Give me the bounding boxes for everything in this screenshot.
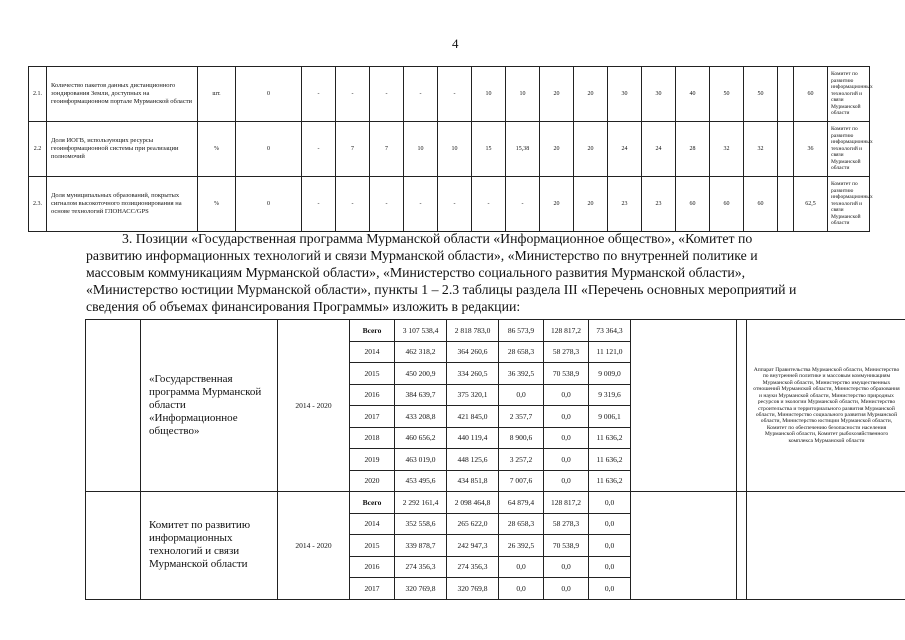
spacer-cell [737,320,747,492]
spacer-cell [631,320,737,492]
amount-value: 9 006,1 [589,406,631,428]
amount-value: 2 818 783,0 [447,320,499,342]
amount-value: 11 636,2 [589,449,631,471]
indicator-value: - [438,67,472,122]
amendment-paragraph [86,230,881,315]
indicator-value: - [438,177,472,232]
indicator-value: - [404,177,438,232]
amount-value: 70 538,9 [544,363,589,385]
indicator-value: - [302,67,336,122]
indicator-executor: Комитет по развитию информационных технологий и связи Мурманской области [828,122,870,177]
paragraph-line: сведения об объемах финансирования Программы» изложить в редакции: [86,299,521,314]
indicator-unit: шт. [198,67,236,122]
indicator-base: 0 [236,67,302,122]
amount-value: 64 879,4 [499,492,544,514]
amount-value: 11 636,2 [589,427,631,449]
amount-value: 26 392,5 [499,535,544,557]
indicator-value [778,122,794,177]
indicator-value: 7 [336,122,370,177]
indicator-value [778,177,794,232]
amount-value: 128 817,2 [544,320,589,342]
year-label: Всего [350,492,395,514]
year-label: Всего [350,320,395,342]
year-label: 2014 [350,513,395,535]
indicator-row [29,177,905,232]
amount-value: 453 495,6 [395,470,447,492]
year-label: 2015 [350,363,395,385]
indicator-value: - [302,177,336,232]
amount-value: 28 658,3 [499,341,544,363]
financing-table [85,319,905,600]
year-label: 2016 [350,384,395,406]
amount-value: 8 900,6 [499,427,544,449]
amount-value: 9 319,6 [589,384,631,406]
amount-value: 0,0 [499,556,544,578]
year-label: 2017 [350,406,395,428]
indicator-number: 2.2 [29,122,47,177]
indicator-value: 20 [574,177,608,232]
indicator-value: - [506,177,540,232]
amount-value: 450 200,9 [395,363,447,385]
indicator-value: 20 [540,122,574,177]
amount-value: 7 007,6 [499,470,544,492]
amount-value: 86 573,9 [499,320,544,342]
indicator-name: Доля муниципальных образований, покрытых сигналом высокоточного позиционирования на основе технологий ГЛОНАСС/GPS [47,177,198,232]
amount-value: 320 769,8 [447,578,499,600]
amount-value: 274 356,3 [395,556,447,578]
indicator-value: 23 [642,177,676,232]
indicator-value: 10 [472,67,506,122]
amount-value: 58 278,3 [544,513,589,535]
amount-value: 0,0 [544,556,589,578]
amount-value: 375 320,1 [447,384,499,406]
indicator-number: 2.1. [29,67,47,122]
amount-value: 2 292 161,4 [395,492,447,514]
amount-value: 11 121,0 [589,341,631,363]
indicator-executor: Комитет по развитию информационных технологий и связи Мурманской области [828,67,870,122]
indicator-value: 7 [370,122,404,177]
indicator-value: 60 [744,177,778,232]
year-label: 2019 [350,449,395,471]
indicator-value: 40 [676,67,710,122]
indicator-value: 20 [540,177,574,232]
indicator-number: 2.3. [29,177,47,232]
indicator-row [29,67,905,122]
amount-value: 0,0 [499,578,544,600]
amount-value: 421 845,0 [447,406,499,428]
amount-value: 448 125,6 [447,449,499,471]
year-label: 2014 [350,341,395,363]
amount-value: 2 098 464,8 [447,492,499,514]
amount-value: 433 208,8 [395,406,447,428]
amount-value: 9 009,0 [589,363,631,385]
program-name: Комитет по развитию информационных технологий и связи Мурманской области [141,492,278,600]
amount-value: 3 257,2 [499,449,544,471]
amount-value: 440 119,4 [447,427,499,449]
indicator-value: 62,5 [794,177,828,232]
program-number-cell [86,492,141,600]
amount-value: 0,0 [589,556,631,578]
indicator-value: 24 [608,122,642,177]
spacer-cell [737,492,747,600]
indicator-value: 60 [710,177,744,232]
indicator-value: - [336,67,370,122]
program-executors [747,492,905,600]
indicator-value: - [302,122,336,177]
indicator-base: 0 [236,177,302,232]
amount-value: 265 622,0 [447,513,499,535]
indicator-value: 50 [744,67,778,122]
amount-value: 463 019,0 [395,449,447,471]
amount-value: 339 878,7 [395,535,447,557]
indicator-value: 20 [574,67,608,122]
year-label: 2020 [350,470,395,492]
amount-value: 0,0 [589,513,631,535]
indicator-value: - [404,67,438,122]
amount-value: 73 364,3 [589,320,631,342]
amount-value: 28 658,3 [499,513,544,535]
amount-value: 0,0 [589,492,631,514]
indicator-value: 28 [676,122,710,177]
amount-value: 352 558,6 [395,513,447,535]
amount-value: 0,0 [544,470,589,492]
indicator-value: 20 [540,67,574,122]
program-number-cell [86,320,141,492]
amount-value: 274 356,3 [447,556,499,578]
indicator-value: 50 [710,67,744,122]
amount-value: 0,0 [589,535,631,557]
amount-value: 434 851,8 [447,470,499,492]
amount-value: 242 947,3 [447,535,499,557]
program-period: 2014 - 2020 [278,492,350,600]
paragraph-line: массовым коммуникациям Мурманской области», «Министерство социального развития Мурманской области», [86,265,746,280]
indicator-value: 10 [404,122,438,177]
indicator-value: - [472,177,506,232]
amount-value: 0,0 [499,384,544,406]
financing-row [86,320,905,342]
amount-value: 0,0 [589,578,631,600]
indicator-name: Доля ИОГВ, использующих ресурсы геоинформационной системы при реализации полномочий [47,122,198,177]
indicator-value: 36 [794,122,828,177]
amount-value: 11 636,2 [589,470,631,492]
indicators-table [28,66,905,232]
indicator-unit: % [198,177,236,232]
page-number: 4 [452,36,459,51]
amount-value: 0,0 [544,427,589,449]
indicator-unit: % [198,122,236,177]
indicator-value: - [370,67,404,122]
indicator-executor: Комитет по развитию информационных технологий и связи Мурманской области [828,177,870,232]
amount-value: 0,0 [544,578,589,600]
amount-value: 70 538,9 [544,535,589,557]
amount-value: 320 769,8 [395,578,447,600]
amount-value: 334 260,5 [447,363,499,385]
indicator-value: 23 [608,177,642,232]
indicator-value [778,67,794,122]
amount-value: 58 278,3 [544,341,589,363]
indicator-value: 32 [744,122,778,177]
amount-value: 2 357,7 [499,406,544,428]
indicator-value: 15 [472,122,506,177]
amount-value: 3 107 538,4 [395,320,447,342]
amount-value: 0,0 [544,406,589,428]
indicator-row [29,122,905,177]
program-name: «Государственная программа Мурманской области «Информационное общество» [141,320,278,492]
indicator-value: 10 [506,67,540,122]
indicator-name: Количество пакетов данных дистанционного зондирования Земли, доступных на геоинформационном портале Мурманской области [47,67,198,122]
amount-value: 0,0 [544,384,589,406]
amount-value: 364 260,6 [447,341,499,363]
paragraph-line: 3. Позиции «Государственная программа Мурманской области «Информационное общество», «Комитет по [122,231,753,246]
indicator-value: 24 [642,122,676,177]
year-label: 2018 [350,427,395,449]
financing-row [86,492,905,514]
indicator-value: 32 [710,122,744,177]
indicator-value: 60 [676,177,710,232]
program-period: 2014 - 2020 [278,320,350,492]
indicator-value: 60 [794,67,828,122]
amount-value: 0,0 [544,449,589,471]
indicator-base: 0 [236,122,302,177]
indicator-value: 30 [608,67,642,122]
amount-value: 36 392,5 [499,363,544,385]
indicator-value: 15,38 [506,122,540,177]
paragraph-line: развитию информационных технологий и связи Мурманской области», «Министерство по внутренней политике и [86,248,758,263]
amount-value: 462 318,2 [395,341,447,363]
program-executors: Аппарат Правительства Мурманской области, Министерство по внутренней политике и массовым коммуникациям Мурманской области, Министерство имущественных отношений Мурманской области, Министерство образования и науки Мурманской области, Министерство природных ресурсов и экологии Мурманской области, Министерство строительства и территориального развития Мурманской области, Министерство социального развития Мурманской области, Министерство юстиции Мурманской области, Комитет по обеспечению безопасности населения Мурманской области, Комитет рыбохозяйственного комплекса Мурманской области [747,320,905,492]
year-label: 2015 [350,535,395,557]
indicator-value: 30 [642,67,676,122]
indicator-value: - [370,177,404,232]
indicator-value: 20 [574,122,608,177]
amount-value: 128 817,2 [544,492,589,514]
year-label: 2016 [350,556,395,578]
year-label: 2017 [350,578,395,600]
indicator-value: 10 [438,122,472,177]
indicator-value: - [336,177,370,232]
amount-value: 460 656,2 [395,427,447,449]
paragraph-line: «Министерство юстиции Мурманской области», пункты 1 – 2.3 таблицы раздела III «Перечень основных мероприятий и [86,282,797,297]
spacer-cell [631,492,737,600]
amount-value: 384 639,7 [395,384,447,406]
